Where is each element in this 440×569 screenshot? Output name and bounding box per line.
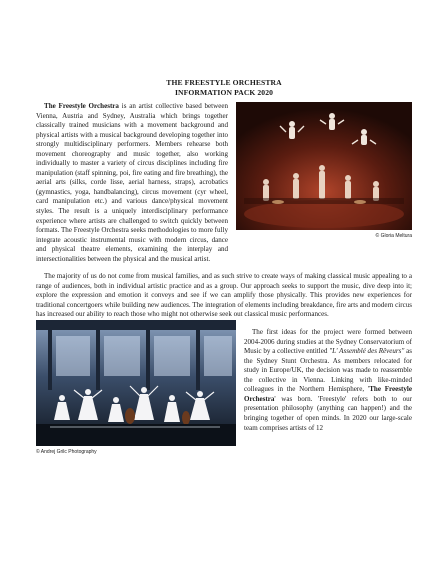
figure-middle-caption: © Andrej Grilc Photography [36,449,97,456]
paragraph-approach: The majority of us do not come from musical families, and as such strive to create ways of making classical music appealing to a range of audiences, both in individual artistic practice and as a group. Our approach seeks to support the music, dive deep into it; explore the expression and emotion it conveys and see if we can amplify those physically. This provides new experiences for traditional concertgoers while building new audiences. The integration of elements including breakdance, fire arts and modern circus has increased our ability to reach those who might not otherwise seek out classical music performances. [36,272,412,319]
orchestra-name: The Freestyle Orchestra [244,385,412,403]
body-text [36,102,412,456]
paragraph-history-text-a: The first ideas for the project were formed between 2004-2006 during studies at the Sydney Conservatorium of Music by a collective entitled [244,328,412,356]
paragraph-intro-text: is an artist collective based between Vienna, Austria and Sydney, Australia which brings together classically trained musicians with a movement background and physical artists with a musical background developing together into strongly multidisciplinary performers. Members rehearse both movement choreography and music together, also working individually to master a variety of circus disciplines including fire manipulation (staff spinning, poi, fire eating and fire breathing), the aerial arts (silks, corde lisse, aerial harness, straps), acrobatics (gymnastics, yoga, handbalancing), circus movement (cyr wheel, card manipulation etc.) and various dance/physical movement styles. The result is a uniquely interdisciplinary performance experience where artists are challenged to switch quickly between formats. The Freestyle Orchestra seeks methodologies to more fully integrate acoustic instrumental music with modern circus, dance and physical theatre elements, examining the interplay and intersectionalities between the physical and the musical artist. [36,102,228,263]
figure-middle [36,320,236,460]
document-title [36,78,412,98]
collective-name: "L' Assemblé des Rêveurs" [329,347,405,356]
orchestra-name: The Freestyle Orchestra [44,102,119,110]
performance-photo-ensemble [36,320,236,446]
paragraph-history-text-b: as the Sydney Stunt Orchestra. As members relocated for study in Europe/UK, the decision was made to reassemble the collective in Vienna. Linking with like-minded colleagues in the Northern Hemisphere, ' [244,347,412,394]
paragraph-gap [36,264,412,272]
performance-photo-aerial [236,102,412,230]
title-line-1: THE FREESTYLE ORCHESTRA [166,78,282,87]
paragraph-history-text-c: ' was born. 'Freestyle' refers both to our presentation philosophy (anything can happen!) and the bringing together of open minds. In 2020 our large-scale team comprises artists of 12 [244,394,412,432]
figure-top [236,102,412,242]
figure-top-caption: © Gloria Meltura [375,233,412,239]
title-line-2: INFORMATION PACK 2020 [175,88,273,97]
